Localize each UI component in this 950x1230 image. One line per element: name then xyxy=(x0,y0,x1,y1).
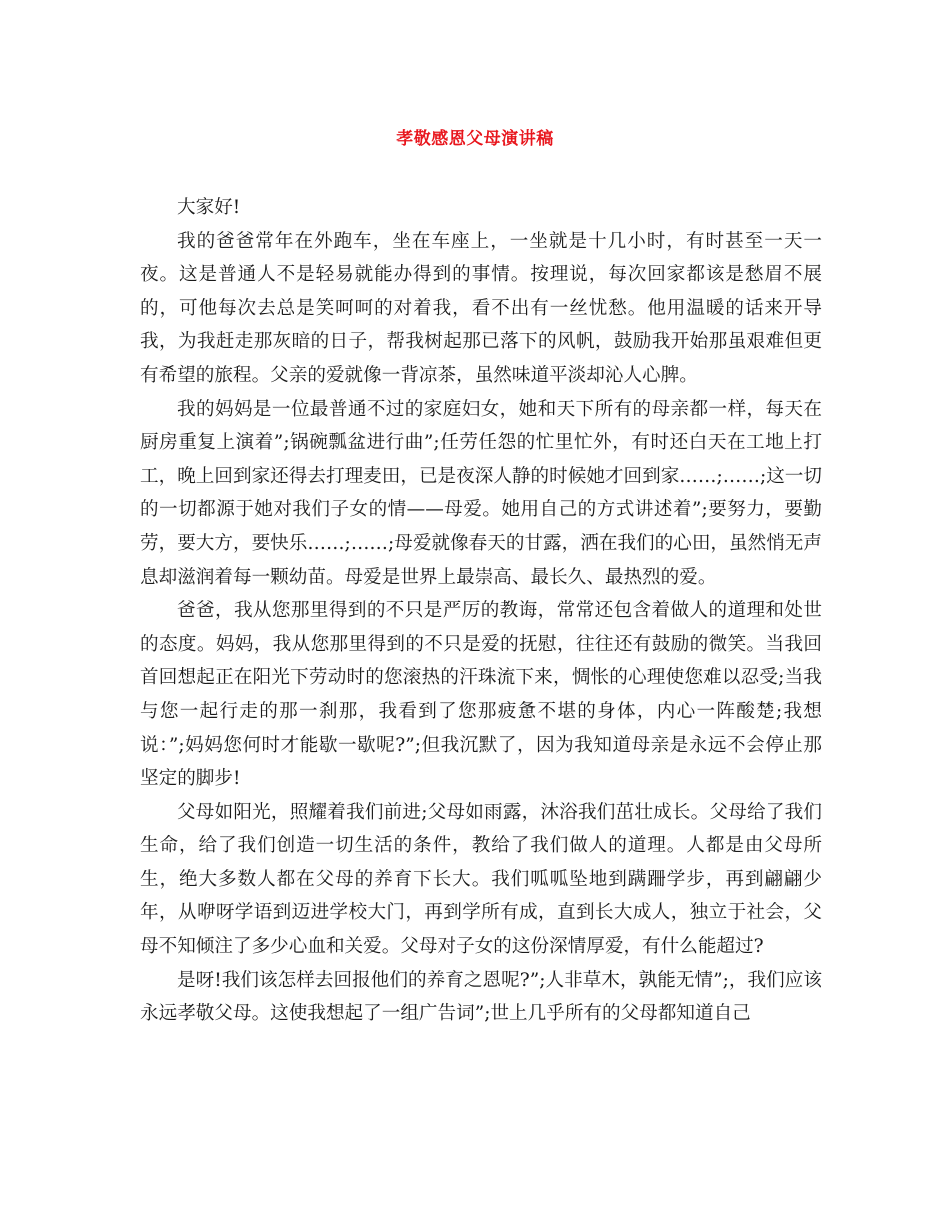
document-body xyxy=(140,191,822,1031)
body-paragraph-5: 是呀!我们该怎样去回报他们的养育之恩呢?”;人非草木，孰能无情”;，我们应该永远孝敬父母。这使我想起了一组广告词”;世上几乎所有的父母都知道自己 xyxy=(140,969,822,1025)
document-title: 孝敬感恩父母演讲稿 xyxy=(396,129,554,149)
body-paragraph-1: 我的爸爸常年在外跑车，坐在车座上，一坐就是十几小时，有时甚至一天一夜。这是普通人不是轻易就能办得到的事情。按理说，每次回家都该是愁眉不展的，可他每次去总是笑呵呵的对着我，看不出有一丝忧愁。他用温暖的话来开导我，为我赶走那灰暗的日子，帮我树起那已落下的风帆，鼓励我开始那虽艰难但更有希望的旅程。父亲的爱就像一背凉茶，虽然味道平淡却沁人心脾。 xyxy=(140,230,822,386)
greeting-paragraph: 大家好! xyxy=(177,197,241,218)
body-paragraph-3: 爸爸，我从您那里得到的不只是严厉的教诲，常常还包含着做人的道理和处世的态度。妈妈，我从您那里得到的不只是爱的抚慰，往往还有鼓励的微笑。当我回首回想起正在阳光下劳动时的您滚热的汗珠流下来，惆怅的心理使您难以忍受;当我与您一起行走的那一刹那，我看到了您那疲惫不堪的身体，内心一阵酸楚;我想说：”;妈妈您何时才能歇一歇呢?”;但我沉默了，因为我知道母亲是永远不会停止那坚定的脚步! xyxy=(140,600,822,790)
body-paragraph-4: 父母如阳光，照耀着我们前进;父母如雨露，沐浴我们茁壮成长。父母给了我们生命，给了我们创造一切生活的条件，教给了我们做人的道理。人都是由父母所生，绝大多数人都在父母的养育下长大。我们呱呱坠地到蹒跚学步，再到翩翩少年，从咿呀学语到迈进学校大门，再到学所有成，直到长大成人，独立于社会，父母不知倾注了多少心血和关爱。父母对子女的这份深情厚爱，有什么能超过? xyxy=(140,801,822,958)
body-paragraph-2: 我的妈妈是一位最普通不过的家庭妇女，她和天下所有的母亲都一样，每天在厨房重复上演着”;锅碗瓢盆进行曲”;任劳任怨的忙里忙外，有时还白天在工地上打工，晚上回到家还得去打理麦田，已是夜深人静的时候她才回到家……;……;这一切的一切都源于她对我们子女的情——母爱。她用自己的方式讲述着”;要努力，要勤劳，要大方，要快乐……;……;母爱就像春天的甘露，洒在我们的心田，虽然悄无声息却滋润着每一颗幼苗。母爱是世界上最崇高、最长久、最热烈的爱。 xyxy=(140,398,822,588)
